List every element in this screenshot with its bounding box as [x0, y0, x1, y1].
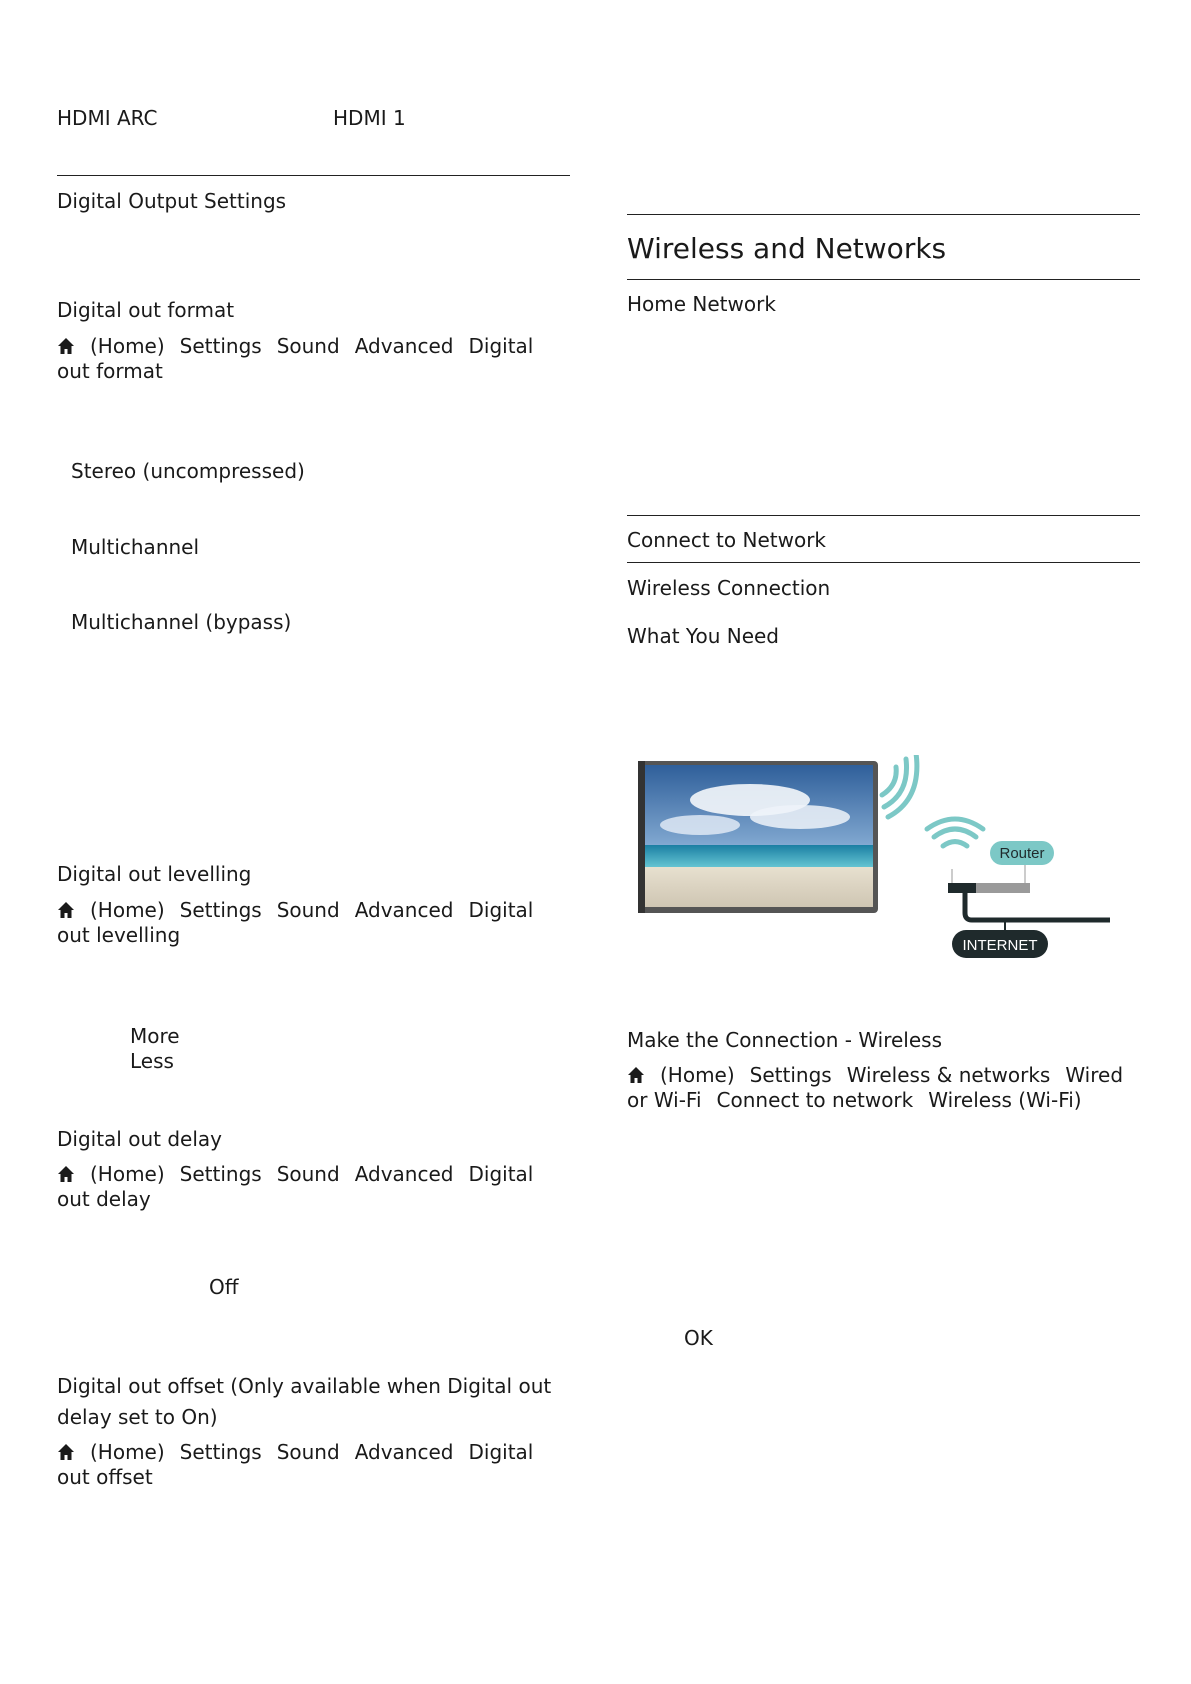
- heading-digital-out-offset-line2: delay set to On): [57, 1405, 218, 1429]
- router-wifi-icon: [927, 819, 983, 846]
- chapter-top-rule: [627, 214, 1140, 215]
- heading-digital-out-offset-line1: Digital out offset (Only available when Digital out: [57, 1374, 552, 1398]
- path-item: (Home): [90, 898, 165, 922]
- path-item: Digital out format: [57, 334, 534, 383]
- option-multichannel-bypass: Multichannel (bypass): [71, 610, 292, 634]
- path-item: Settings: [179, 898, 262, 922]
- home-icon: [627, 1066, 645, 1084]
- section-title-digital-output: Digital Output Settings: [57, 189, 287, 213]
- path-item: Settings: [179, 1440, 262, 1464]
- heading-digital-out-format: Digital out format: [57, 298, 235, 322]
- path-item: Sound: [276, 1440, 340, 1464]
- menu-path-levelling: [57, 898, 557, 948]
- section-divider: [57, 175, 570, 176]
- section-bottom-rule: [627, 562, 1140, 563]
- levelling-more: More: [130, 1024, 180, 1048]
- heading-what-you-need: What You Need: [627, 624, 780, 648]
- hdmi-arc-value: HDMI 1: [333, 106, 406, 130]
- tv-icon: [638, 761, 878, 913]
- path-item: Advanced: [354, 898, 454, 922]
- path-item: Sound: [276, 898, 340, 922]
- home-icon: [57, 1443, 75, 1461]
- section-top-rule: [627, 515, 1140, 516]
- menu-path-wireless: [627, 1063, 1147, 1113]
- chapter-bottom-rule: [627, 279, 1140, 280]
- home-icon: [57, 337, 75, 355]
- menu-path-delay: [57, 1162, 557, 1212]
- path-item: (Home): [660, 1063, 735, 1087]
- path-item: Advanced: [354, 1162, 454, 1186]
- home-icon: [57, 1165, 75, 1183]
- path-item: (Home): [90, 1162, 165, 1186]
- path-item: Connect to network: [716, 1088, 914, 1112]
- path-item: Settings: [179, 1162, 262, 1186]
- path-item: Advanced: [354, 1440, 454, 1464]
- path-item: Wireless (Wi-Fi): [928, 1088, 1082, 1112]
- chapter-title: Wireless and Networks: [627, 232, 947, 265]
- menu-path-offset: [57, 1440, 557, 1490]
- heading-home-network: Home Network: [627, 292, 776, 316]
- path-item: (Home): [90, 1440, 165, 1464]
- option-stereo: Stereo (uncompressed): [71, 459, 305, 483]
- path-item: Sound: [276, 1162, 340, 1186]
- path-item: Digital out delay: [57, 1162, 534, 1211]
- delay-off: Off: [209, 1275, 239, 1299]
- path-item: Settings: [749, 1063, 832, 1087]
- home-icon: [57, 901, 75, 919]
- router-label: Router: [999, 845, 1045, 862]
- path-item: (Home): [90, 334, 165, 358]
- path-item: Digital out offset: [57, 1440, 534, 1489]
- path-item: Advanced: [354, 334, 454, 358]
- heading-digital-out-levelling: Digital out levelling: [57, 862, 252, 886]
- option-multichannel: Multichannel: [71, 535, 200, 559]
- path-item: Wireless & networks: [846, 1063, 1051, 1087]
- heading-make-connection: Make the Connection - Wireless: [627, 1028, 942, 1052]
- wireless-setup-figure: [630, 755, 1130, 985]
- cable: [965, 893, 1110, 920]
- ok-key: OK: [684, 1326, 713, 1350]
- router-icon: [948, 883, 976, 893]
- path-item: Sound: [276, 334, 340, 358]
- heading-wireless-connection: Wireless Connection: [627, 576, 831, 600]
- internet-label: INTERNET: [962, 937, 1038, 954]
- path-item: Wired or Wi-Fi: [627, 1063, 1124, 1112]
- tv-wifi-icon: [882, 755, 917, 817]
- path-item: Settings: [179, 334, 262, 358]
- menu-path-format: [57, 334, 557, 384]
- heading-digital-out-delay: Digital out delay: [57, 1127, 222, 1151]
- heading-connect-to-network: Connect to Network: [627, 528, 826, 552]
- path-item: Digital out levelling: [57, 898, 534, 947]
- levelling-less: Less: [130, 1049, 174, 1073]
- hdmi-arc-label: HDMI ARC: [57, 106, 158, 130]
